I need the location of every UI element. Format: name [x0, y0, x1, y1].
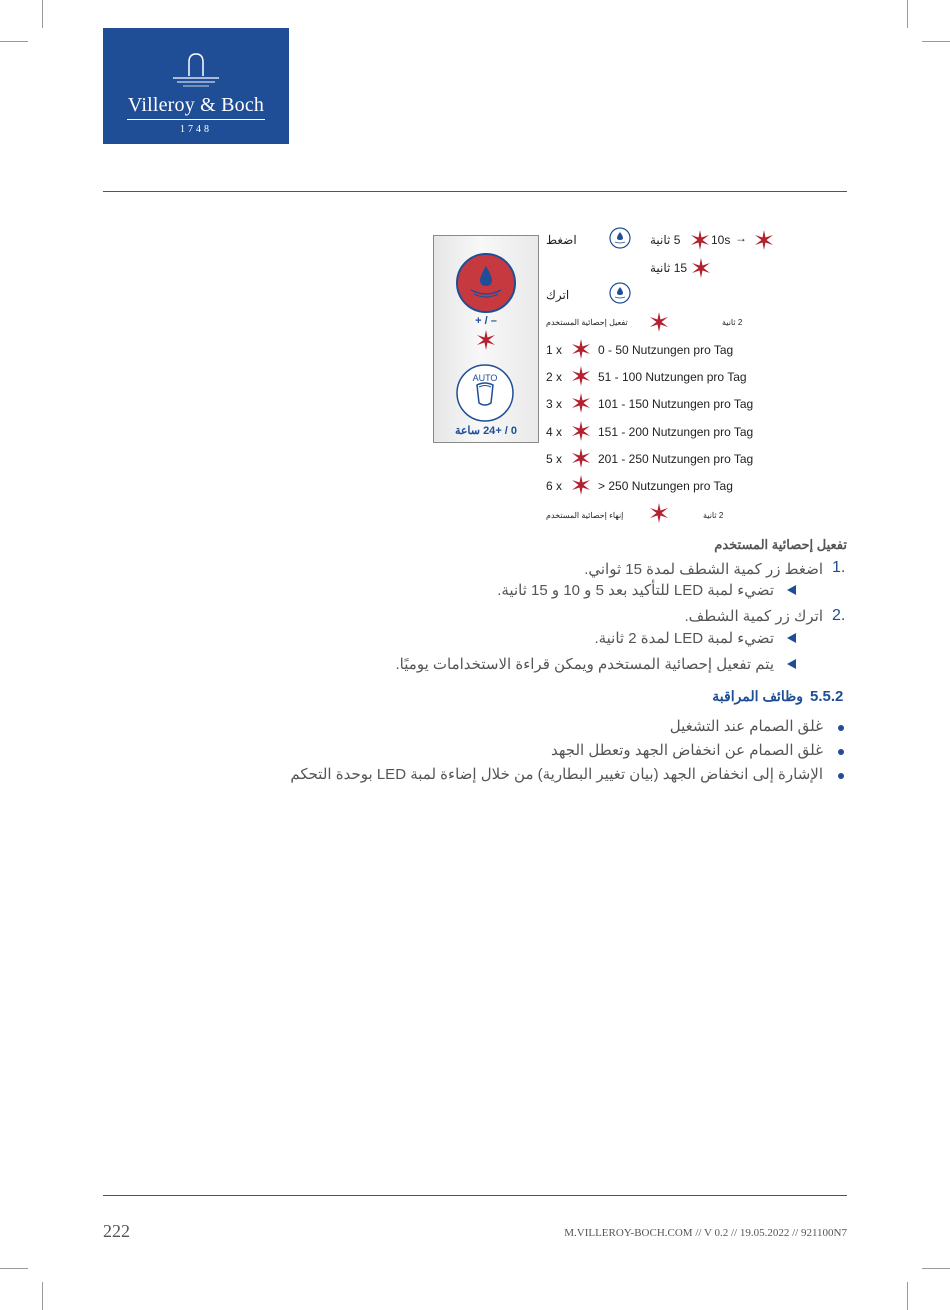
- result-arrow-icon: [787, 633, 796, 643]
- section-number: 5.5.2: [810, 688, 844, 705]
- crop-mark: [922, 41, 950, 42]
- led-star-icon: [754, 230, 774, 250]
- result-arrow-icon: [787, 659, 796, 669]
- flush-button-small-icon: [609, 227, 631, 249]
- page-number: 222: [103, 1221, 130, 1241]
- crop-mark: [0, 41, 28, 42]
- led-star-icon: [690, 230, 710, 250]
- usage-range: 151 - 200 Nutzungen pro Tag: [598, 425, 754, 439]
- crop-mark: [922, 1268, 950, 1269]
- led-star-icon: [571, 448, 591, 468]
- brand-name: Villeroy & Boch: [127, 94, 265, 116]
- bullet-text: الإشارة إلى انخفاض الجهد (بيان تغيير البطارية) من خلال إضاءة لمبة LED بوحدة التحكم: [290, 766, 823, 783]
- led-star-icon: [571, 366, 591, 386]
- time-10s-label: 10s: [711, 233, 731, 247]
- bullet-icon: [838, 773, 844, 779]
- crop-mark: [0, 1268, 28, 1269]
- auto-label: AUTO: [472, 373, 498, 383]
- led-star-icon: [476, 330, 496, 350]
- led-star-icon: [691, 258, 711, 278]
- usage-range: 0 - 50 Nutzungen pro Tag: [598, 343, 734, 357]
- footer-meta: M.VILLEROY-BOCH.COM // V 0.2 // 19.05.2022 // 921100N7: [564, 1227, 847, 1239]
- usage-range: > 250 Nutzungen pro Tag: [598, 479, 733, 493]
- step-number: 2.: [832, 607, 846, 624]
- crop-mark: [907, 1282, 908, 1310]
- auto-button-icon: [455, 363, 515, 423]
- step-text: اترك زر كمية الشطف.: [684, 608, 823, 625]
- time-2s-label: 2 ثانية: [722, 318, 743, 327]
- usage-range: 201 - 250 Nutzungen pro Tag: [598, 452, 754, 466]
- usage-range: 101 - 150 Nutzungen pro Tag: [598, 397, 754, 411]
- activate-stats-label: تفعيل إحصائية المستخدم: [546, 318, 628, 327]
- step-number: 1.: [832, 559, 846, 576]
- usage-count: 4 x: [546, 425, 563, 439]
- bullet-text: غلق الصمام عن انخفاض الجهد وتعطل الجهد: [550, 742, 823, 759]
- step-result: تضيء لمبة LED لمدة 2 ثانية.: [594, 630, 774, 647]
- bullet-text: غلق الصمام عند التشغيل: [669, 718, 823, 735]
- usage-count: 6 x: [546, 479, 563, 493]
- flush-button-small-icon: [609, 282, 631, 304]
- usage-count: 5 x: [546, 452, 563, 466]
- usage-count: 1 x: [546, 343, 563, 357]
- fountain-emblem-icon: [103, 48, 289, 88]
- time-2s-label: 2 ثانية: [703, 511, 724, 520]
- header-rule: [103, 191, 847, 192]
- brand-logo: [103, 28, 289, 144]
- usage-count: 3 x: [546, 397, 563, 411]
- result-arrow-icon: [787, 585, 796, 595]
- crop-mark: [42, 0, 43, 28]
- led-star-icon: [649, 312, 669, 332]
- brand-underline: [127, 119, 265, 120]
- led-star-icon: [571, 339, 591, 359]
- control-panel-illustration: [433, 235, 539, 443]
- led-star-icon: [571, 393, 591, 413]
- section-heading: تفعيل إحصائية المستخدم: [714, 537, 847, 552]
- section-title: وظائف المراقبة: [712, 688, 803, 704]
- press-label: اضغط: [546, 233, 577, 247]
- crop-mark: [42, 1282, 43, 1310]
- plus-minus-label: + / –: [475, 315, 497, 327]
- step-result: يتم تفعيل إحصائية المستخدم ويمكن قراءة الاستخدامات يوميًا.: [395, 656, 774, 673]
- time-5s-label: 5 ثانية: [650, 233, 681, 247]
- bullet-icon: [838, 725, 844, 731]
- usage-count: 2 x: [546, 370, 563, 384]
- led-star-icon: [571, 475, 591, 495]
- crop-mark: [907, 0, 908, 28]
- flush-volume-button-icon: [455, 252, 517, 314]
- brand-year: 1748: [180, 124, 212, 135]
- led-star-icon: [571, 421, 591, 441]
- led-star-icon: [649, 503, 669, 523]
- footer-rule: [103, 1195, 847, 1196]
- time-15s-label: 15 ثانية: [650, 261, 688, 275]
- step-result: تضيء لمبة LED للتأكيد بعد 5 و 10 و 15 ثانية.: [497, 582, 774, 599]
- bullet-icon: [838, 749, 844, 755]
- usage-range: 51 - 100 Nutzungen pro Tag: [598, 370, 747, 384]
- release-label: اترك: [546, 288, 570, 302]
- step-text: اضغط زر كمية الشطف لمدة 15 ثواني.: [584, 561, 823, 578]
- arrow-icon: →: [735, 231, 747, 245]
- end-stats-label: إنهاء إحصائية المستخدم: [546, 511, 624, 520]
- hours-label: 0 / +24 ساعة: [454, 425, 518, 437]
